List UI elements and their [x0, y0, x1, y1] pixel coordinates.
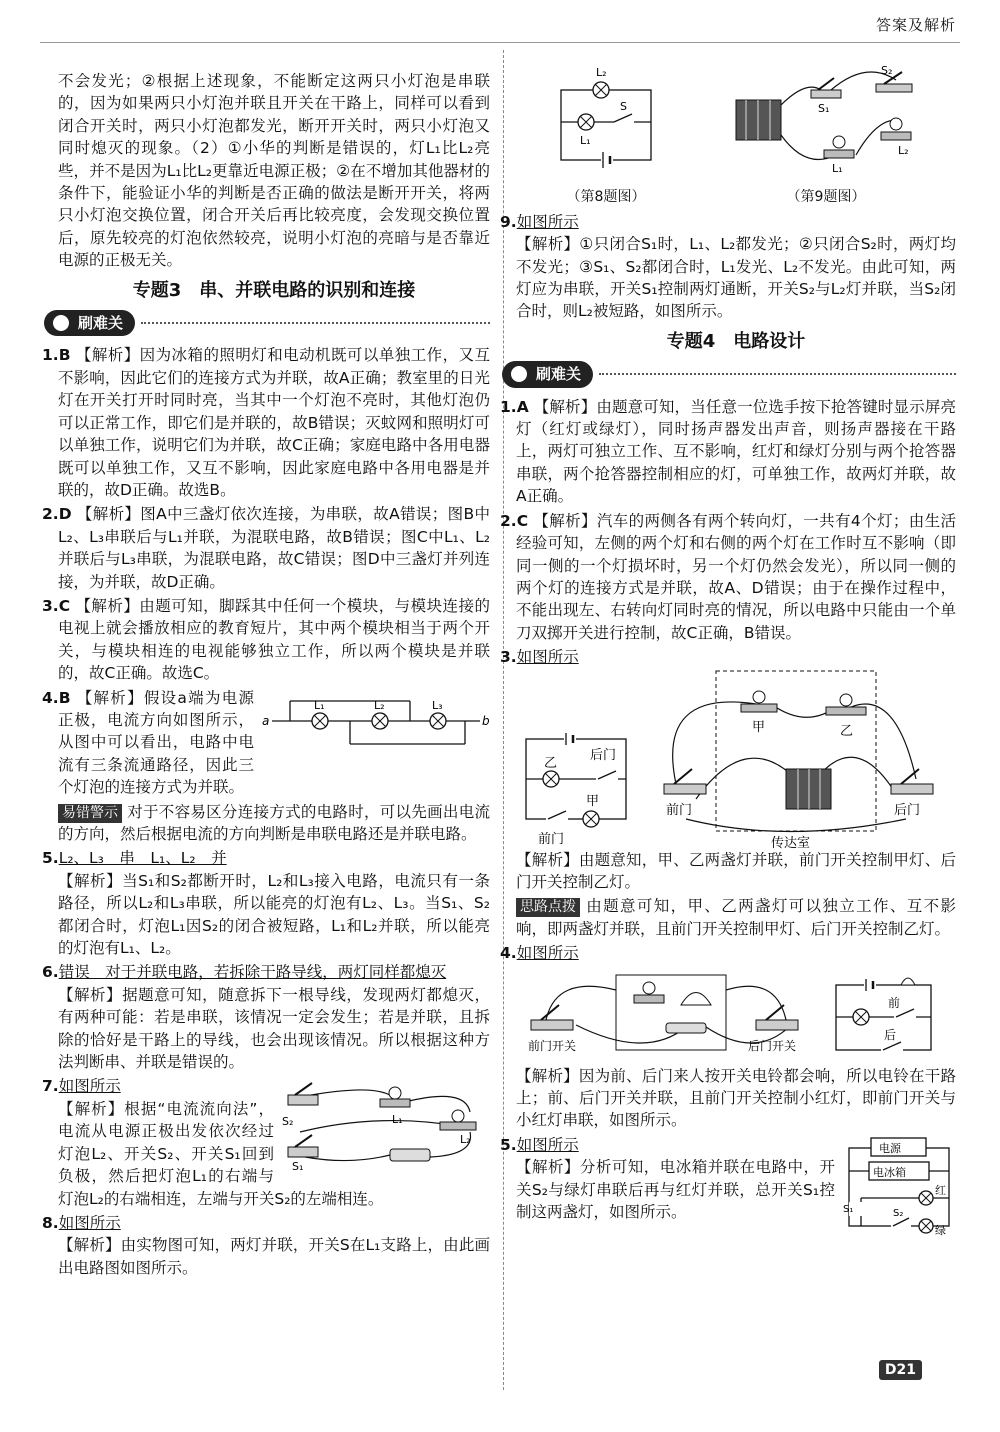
r5-label-S1: S₁ [843, 1203, 854, 1215]
tip-tag-2: 思路点拨 [516, 898, 580, 917]
q7-label-L1: L₁ [392, 1113, 403, 1127]
badge-row-2 [502, 361, 956, 387]
section-badge-2: 刷难关 [502, 361, 593, 387]
r5-label-S2: S₂ [893, 1207, 904, 1219]
badge-disc-icon [50, 312, 72, 334]
intro-paragraph: 不会发光；②根据上述现象，不能断定这两只小灯泡是串联的，因为如果两只小灯泡并联且开关在干路上，同样可以看到闭合开关时，两只小灯泡都发光，断开开关时，两只小灯泡又同时熄灭的现象。（2）①小华的判断是错误的，灯L₁比L₂亮些，并不是因为L₁比L₂更靠近电源正极；②在不增加其他器材的条件下，能验证小华的判断是否正确的做法是断开开关，将两只小灯泡交换位置，闭合开关后再比较亮度，会发现交换位置后，原先较亮的灯泡依然较亮，说明小灯泡的亮暗与是否靠近电源的正极无关。 [58, 72, 490, 270]
r3-label-qianmen2: 前门 [666, 802, 693, 818]
badge-disc-icon-2 [508, 363, 530, 385]
fig8-label-L1: L₁ [580, 134, 591, 147]
r3-diagram [516, 669, 946, 849]
answer-6: 6.错误 对于并联电路，若拆除干路导线，两灯同样都熄灭 【解析】据题意可知，随意拆下一根导线，发现两灯都熄灭，有两种可能：若是串联，该情况一定会发生；若是并联，且拆除的恰好是干路上的导线，也会出现该情况。所以根据这种方法判断串、并联是错误的。 [42, 963, 490, 1072]
label-b: b [482, 713, 490, 728]
header-rule [40, 42, 960, 43]
fig9-label-L1: L₁ [832, 162, 843, 175]
fig8-label-S: S [620, 100, 627, 113]
answer-4: a b L₁ L₂ L₃ 4.B 【解析】假设a端为电源正极，电流方向如图所示，从图中可以看出，电路中电流有三条流通路径，因此三个灯泡的连接方式为并联。 [42, 688, 490, 797]
dotted-rule-2 [599, 373, 956, 375]
r3-label-houmen: 后门 [590, 747, 617, 763]
answer-r2: 2.C 【解析】汽车的两侧各有两个转向灯，一共有4个灯；由生活经验可知，左侧的两个灯和右侧的两个灯在工作时互不影响（即同一侧的一个灯损坏时，另一个灯仍然会发光），所以同一侧的两个灯的连接方式是并联，故A、D错误；由于在操作过程中，不能出现左、右转向灯同时亮的情况，所以电路中只能由一个单刀双掷开关进行控制，故C正确，B错误。 [500, 511, 956, 642]
answer-r5: 电源 电冰箱 S₁ S₂ 红 绿 5.如图所示 【解析】分析可知，电冰箱并联在电路中，开关S₂与绿灯串联后再与红灯并联，总开关S₁控制这两盏灯，如图所示。 [516, 1134, 956, 1238]
answer-2: 2.D 【解析】图A中三盏灯依次连接，为串联，故A错误；图B中L₂、L₃串联后与L₁并联，为混联电路，故B错误；图C中L₁、L₂并联后与L₃串联，为混联电路，故C错误；图D中三盏灯并列连接，为并联，故D正确。 [42, 505, 490, 591]
answer-r1: 1.A 【解析】由题意可知，当任意一位选手按下抢答键时显示屏亮灯（红灯或绿灯），同时扬声器发出声音，则扬声器接在干路上，两灯可独立工作、互不影响，红灯和绿灯分别与两个抢答器串联，两个抢答器控制相应的灯，可单独工作，故两灯并联，故A正确。 [500, 397, 956, 506]
fig8-caption: （第8题图） [566, 189, 646, 206]
fig9-label-S2: S₂ [881, 64, 893, 77]
r3-label-jia2: 甲 [752, 719, 766, 735]
r3-label-jia: 甲 [586, 793, 600, 809]
q7-wiring-diagram [280, 1077, 490, 1172]
page-number: D21 [879, 1360, 922, 1380]
section-badge: 刷难关 [44, 310, 135, 336]
r4-label-qianmen-kaiguan: 前门开关 [528, 1038, 577, 1053]
tip-box: 易错警示 对于不容易区分连接方式的电路时，可以先画出电流的方向，然后根据电流的方向判断是串联电路还是并联电路。 [58, 802, 490, 843]
fig9-label-S1: S₁ [818, 102, 830, 115]
section-title-3: 专题3 串、并联电路的识别和连接 [132, 279, 416, 301]
r5-label-hong: 红 [935, 1183, 946, 1197]
answer-8: 8.如图所示 【解析】由实物图可知，两灯并联，开关S在L₁支路上，由此画出电路图如图所示。 [42, 1213, 490, 1277]
label-L2: L₂ [374, 698, 385, 712]
r3-label-qianmen: 前门 [538, 831, 565, 847]
dotted-rule [141, 322, 490, 324]
fig8-circuit-diagram [546, 60, 666, 180]
q4-circuit-diagram [260, 689, 490, 759]
answer-9: 9.如图所示 【解析】①只闭合S₁时，L₁、L₂都发光；②只闭合S₂时，两灯均不发光；③S₁、S₂都闭合时，L₁发光、L₂不发光。由此可知，两灯应为串联，开关S₁控制两灯通断，开关S₂与L₂灯并联，当S₂闭合时，则L₂被短路，如图所示。 [500, 212, 956, 321]
left-column [42, 70, 490, 1281]
r4-diagram [516, 965, 946, 1065]
r4-label-hou: 后 [884, 1027, 897, 1042]
answer-3: 3.C 【解析】由题可知，脚踩其中任何一个模块，与模块连接的电视上就会播放相应的教育短片，其中两个模块相当于两个开关，与模块相连的电视能够独立工作，所以两个模块是并联的，故C正确。故选C。 [42, 596, 490, 683]
fig-9 [726, 60, 926, 209]
r4-label-houmen-kaiguan: 后门开关 [748, 1038, 797, 1053]
label-a: a [262, 713, 270, 728]
label-L3: L₃ [432, 698, 443, 712]
fig8-label-L2: L₂ [596, 66, 607, 79]
answer-1: 1.B 【解析】因为冰箱的照明灯和电动机既可以单独工作，又互不影响，因此它们的连接方式为并联，故A正确；教室里的日光灯在开关打开时同时亮，当其中一个灯泡不亮时，其他灯泡仍可以正常工作，即它们是并联的，故B错误；灭蚊网和照明灯可以单独工作，说明它们为并联，故C正确；家庭电路中各用电器既可以单独工作，又互不影响，因此家庭电路中各用电器是并联的，故D正确。故选B。 [42, 346, 490, 499]
r3-label-yi: 乙 [544, 755, 558, 771]
r5-label-dianyuan: 电源 [879, 1141, 901, 1155]
q7-label-L2: L₂ [460, 1133, 471, 1147]
fig9-caption: （第9题图） [786, 189, 866, 206]
fig-8 [546, 60, 666, 209]
r5-label-lv: 绿 [935, 1223, 946, 1236]
section-title-4: 专题4 电路设计 [666, 330, 806, 352]
fig9-wiring-diagram [726, 60, 926, 180]
fig9-label-L2: L₂ [898, 144, 909, 157]
r4-label-qian: 前 [888, 995, 901, 1010]
r3-label-chuandashi: 传达室 [771, 835, 811, 849]
q7-label-S2: S₂ [282, 1115, 294, 1129]
answer-5: 5.L₂、L₃ 串 L₁、L₂ 并 【解析】当S₁和S₂都断开时，L₂和L₃接入电路，电流只有一条路径，所以L₂和L₃串联，所以能亮的灯泡有L₂、L₃。当S₁、S₂都闭合时，灯泡L₁因S₂的闭合被短路，L₁和L₂并联，所以能亮的灯泡有L₁、L₂。 [42, 849, 490, 958]
r3-label-houmen2: 后门 [894, 802, 921, 818]
answer-7: L₁ L₂ S₂ S₁ 7.如图所示 【解析】根据“电流流向法”，电流从电源正极出发依次经过灯泡L₂、开关S₂、开关S₁回到负极，然后把灯泡L₁的右端与灯泡L₂的右端相连，左端与开关S₂的左端相连。 [58, 1075, 490, 1209]
column-divider [503, 50, 504, 1390]
fig-row-8-9 [516, 60, 956, 209]
r3-label-yi2: 乙 [840, 723, 854, 739]
badge-row [44, 310, 490, 336]
answer-r3: 3.如图所示 乙 后门 甲 前门 甲 乙 前门 后门 传达室 【解析】由题意知，甲、乙两盏灯并联，前门开关控制甲灯、后门开关控制乙灯。 [500, 648, 956, 891]
answer-r4: 4.如图所示 前门开关 后门开关 前 后 【解析】因为前、后门来人按开关电铃都会响，所以电铃在干路上；前、后门开关并联，且前门开关控制小红灯，即前门开关与小红灯串联，如图所示。 [500, 944, 956, 1130]
tip-box-2: 思路点拨 由题意可知，甲、乙两盏灯可以独立工作、互不影响，即两盏灯并联，且前门开关控制甲灯、后门开关控制乙灯。 [516, 897, 956, 938]
tip-tag: 易错警示 [58, 804, 122, 823]
right-column [500, 58, 956, 1240]
label-L1: L₁ [314, 698, 325, 712]
q7-label-S1: S₁ [292, 1160, 304, 1173]
page-header: 答案及解析 [875, 16, 956, 34]
r5-label-dianbingxiang: 电冰箱 [873, 1165, 906, 1179]
r5-circuit-diagram [841, 1136, 956, 1236]
